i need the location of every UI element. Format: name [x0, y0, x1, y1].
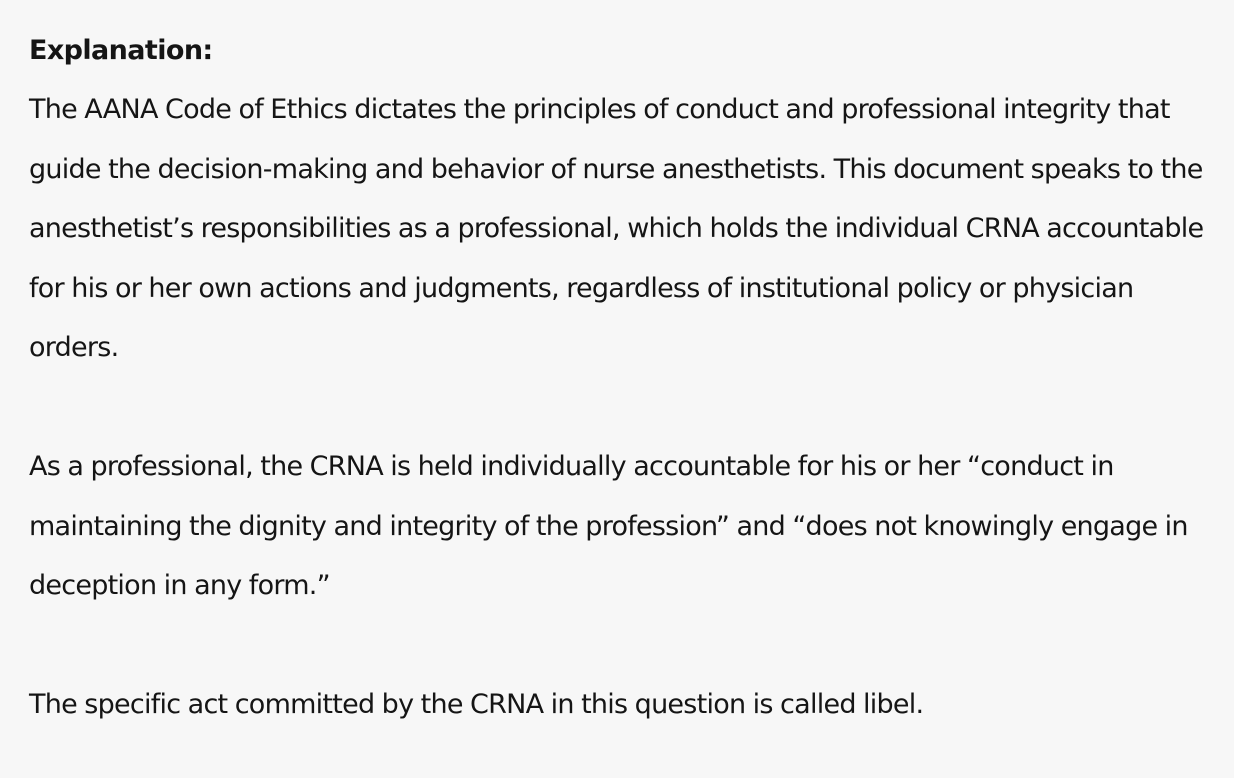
explanation-paragraph-code-of-ethics: The AANA Code of Ethics dictates the principles of conduct and professional integrity that guide the decision-making and behavior of nurse anesthetists. This document speaks to the anesthetist’s responsibilities as a professional, which holds the individual CRNA accountable for his or her own actions and judgments, regardless of institutional policy or physician orders. [29, 94, 1204, 363]
explanation-paragraph-libel: The specific act committed by the CRNA in this question is called libel. [29, 689, 924, 720]
explanation-paragraph-accountability: As a professional, the CRNA is held individually accountable for his or her “conduct in maintaining the dignity and integrity of the profession” and “does not knowingly engage in deception in any form.” [29, 451, 1188, 601]
explanation-heading: Explanation: [29, 35, 213, 66]
